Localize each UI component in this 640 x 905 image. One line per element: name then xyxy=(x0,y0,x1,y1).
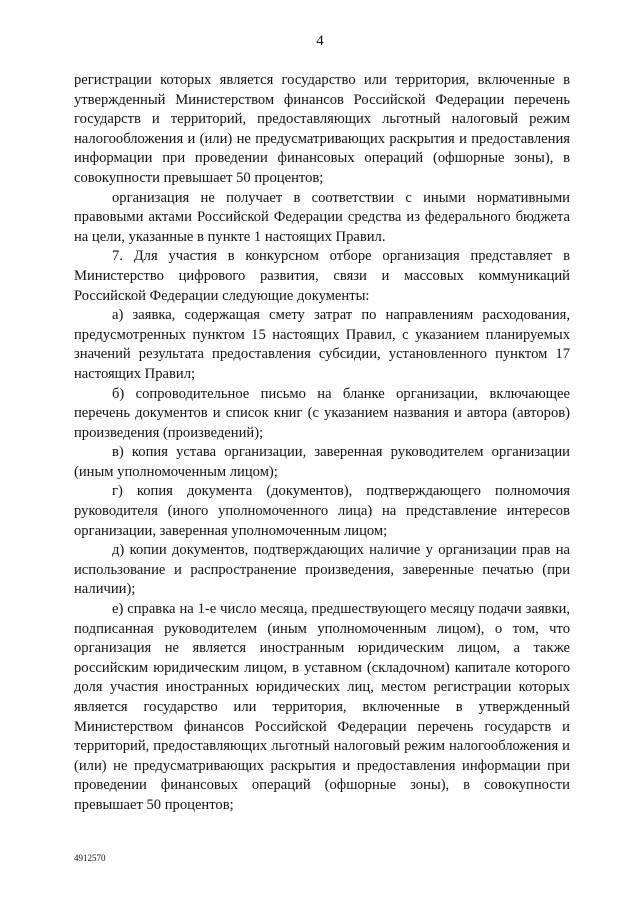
page-number: 4 xyxy=(316,33,324,49)
document-body xyxy=(74,71,570,816)
paragraph-item-7: 7. Для участия в конкурсном отборе организация представляет в Министерство цифрового развития, связи и массовых коммуникаций Российской Федерации следующие документы: xyxy=(74,248,570,304)
paragraph-subitem-a: а) заявка, содержащая смету затрат по направлениям расходования, предусмотренных пунктом 15 настоящих Правил, с указанием планируемых значений результата предоставления субсидии, установленного пунктом 17 настоящих Правил; xyxy=(74,307,570,382)
paragraph-subitem-v: в) копия устава организации, заверенная руководителем организации (иным уполномоченным лицом); xyxy=(74,444,570,480)
paragraph-subitem-b: б) сопроводительное письмо на бланке организации, включающее перечень документов и список книг (с указанием названия и автора (авторов) произведения (произведений); xyxy=(74,385,570,441)
paragraph-continuation: регистрации которых является государство или территория, включенные в утвержденный Министерством финансов Российской Федерации перечень государств и территорий, предоставляющих льготный налоговый режим налогообложения и (или) не предусматривающих раскрытия и предоставления информации при проведении финансовых операций (офшорные зоны), в совокупности превышает 50 процентов; xyxy=(74,72,570,186)
paragraph-subitem-e: е) справка на 1-е число месяца, предшествующего месяцу подачи заявки, подписанная руководителем (иным уполномоченным лицом), о том, что организация не является иностранным юридическим лицом, а также российским юридическим лицом, в уставном (складочном) капитале которого доля участия иностранных юридических лиц, местом регистрации которых является государство или территория, включенные в утвержденный Министерством финансов Российской Федерации перечень государств и территорий, предоставляющих льготный налоговый режим налогообложения и (или) не предусматривающих раскрытия и предоставления информации при проведении финансовых операций (офшорные зоны), в совокупности превышает 50 процентов; xyxy=(74,601,570,813)
paragraph-subitem-g: г) копия документа (документов), подтверждающего полномочия руководителя (иного уполномоченного лица) на представление интересов организации, заверенная уполномоченным лицом; xyxy=(74,483,570,539)
paragraph-no-other-funds: организация не получает в соответствии с иными нормативными правовыми актами Российской Федерации средства из федерального бюджета на цели, указанные в пункте 1 настоящих Правил. xyxy=(74,189,570,245)
paragraph-subitem-d: д) копии документов, подтверждающих наличие у организации прав на использование и распространение произведения, заверенные печатью (при наличии); xyxy=(74,542,570,598)
document-code: 4912570 xyxy=(74,853,106,863)
